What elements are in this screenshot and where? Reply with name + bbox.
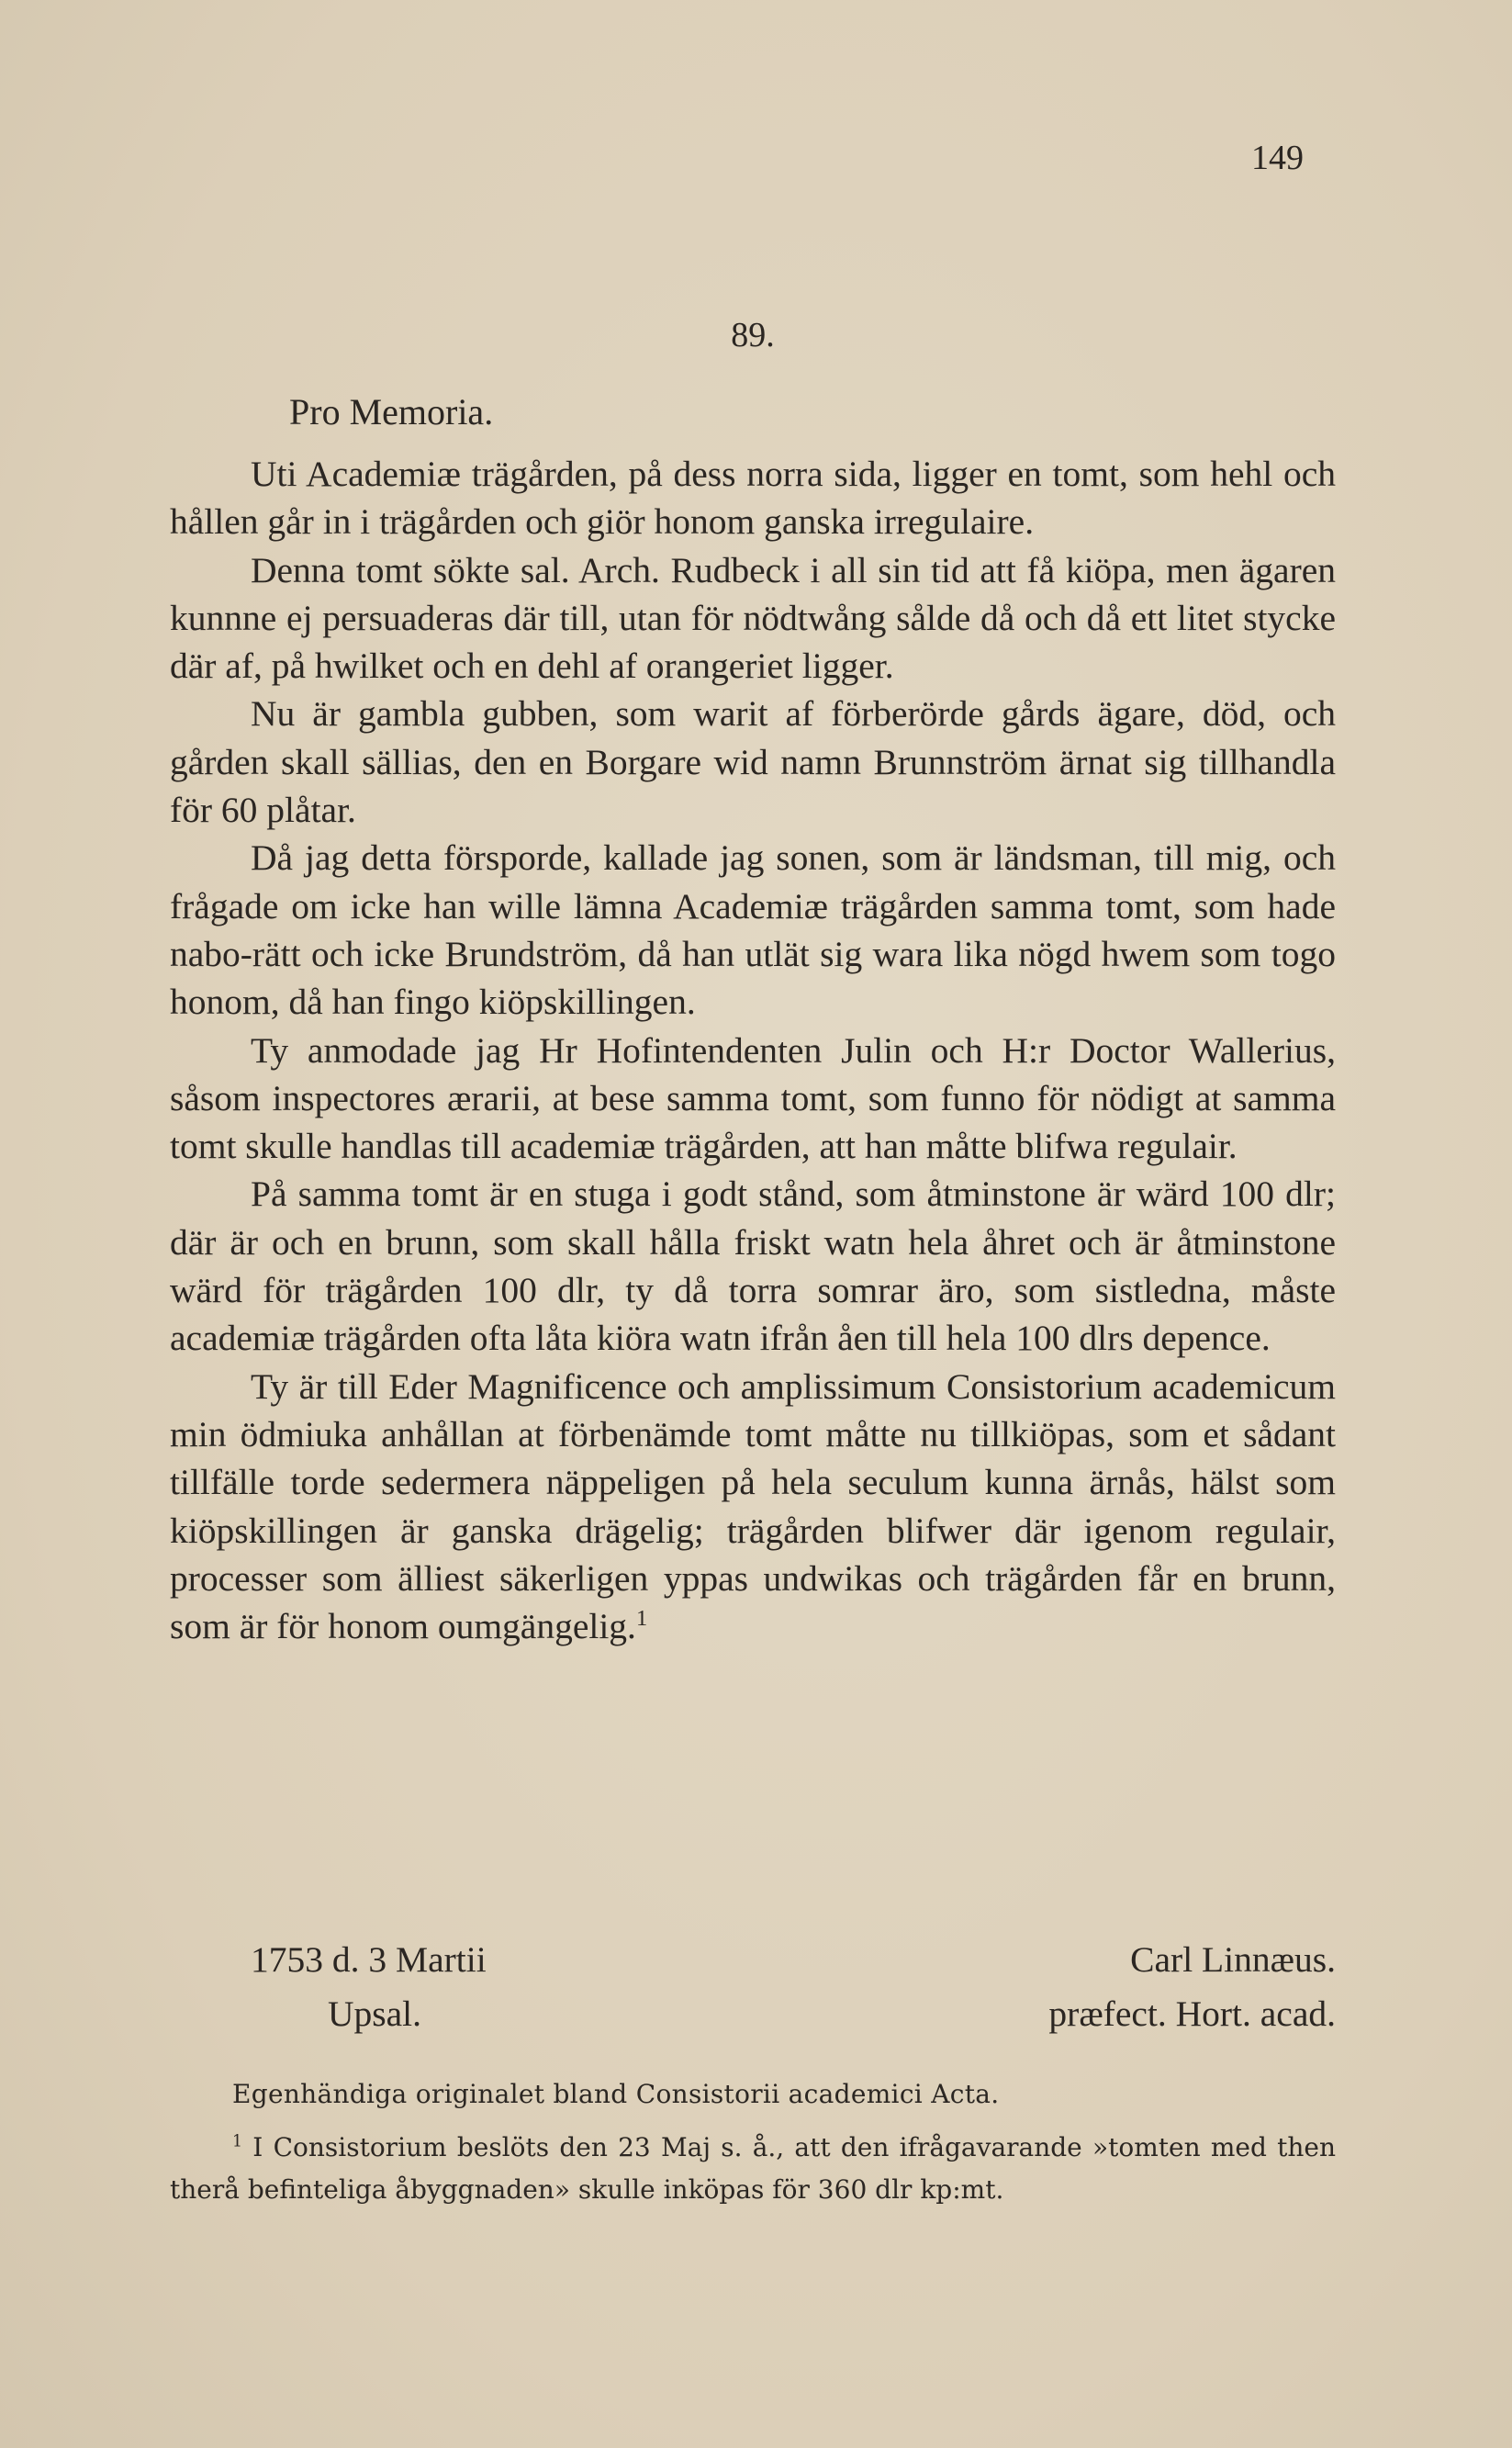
source-note: Egenhändiga originalet bland Consistorii academici Acta. [232,2079,1000,2109]
footnote-reference: 1 [635,1605,648,1631]
paragraph-6: På samma tomt är en stuga i godt stånd, som åtminstone är wärd 100 dlr; där är och en brunn, som skall hålla friskt watn hela åhret och är åtminstone wärd för trägården 100 dlr, ty då torra somrar äro, som sistledna, måste academiæ trägården ofta låta kiöra watn ifrån åen till hela 100 dlrs depence. [170,1173,1336,1359]
letter-place: Upsal. [328,1993,422,2034]
paragraph-5: Ty anmodade jag Hr Hofintendenten Julin och H:r Doctor Wallerius, såsom inspectores ærarii, at bese samma tomt, som funno för nödigt at samma tomt skulle handlas till academiæ trägården, att han måtte blifwa regulair. [170,1029,1336,1167]
letter-body [170,450,1336,1650]
document-heading: Pro Memoria. [289,391,494,432]
page-number: 149 [1251,139,1304,177]
paragraph-1: Uti Academiæ trägården, på dess norra sida, ligger en tomt, som hehl och hållen går in i trägården och giör honom ganska irregulaire. [170,454,1336,543]
paragraph-3: Nu är gambla gubben, som warit af förberörde gårds ägare, död, och gården skall sällias, den en Borgare wid namn Brunnström ärnat sig tillhandla för 60 plåtar. [170,693,1336,831]
closing-line-2 [170,1993,1336,2040]
paragraph-2: Denna tomt sökte sal. Arch. Rudbeck i all sin tid att få kiöpa, men ägaren kunnne ej persuaderas där till, utan för nödtwång sålde då och då ett litet stycke där af, på hwilket och en dehl af orangeriet ligger. [170,549,1336,687]
footnote-text: I Consistorium beslöts den 23 Maj s. å., att den ifrågavarande »tomten med then therå befinteliga åbyggnaden» skulle inköpas för 360 dlr kp:mt. [170,2132,1336,2205]
closing-line-1 [170,1938,1336,1986]
paragraph-4: Då jag detta försporde, kallade jag sonen, som är ländsman, till mig, och frågade om icke han wille lämna Academiæ trägården samma tomt, som hade nabo-rätt och icke Brundström, då han utlät sig wara lika nögd hwem som togo honom, då han fingo kiöpskillingen. [170,837,1336,1023]
signature-name: Carl Linnæus. [1130,1939,1336,1980]
letter-date: 1753 d. 3 Martii [251,1939,487,1980]
section-number: 89. [731,316,775,354]
paragraph-7-text: Ty är till Eder Magnificence och amplissimum Consistorium academicum min ödmiuka anhållan at förbenämde tomt måtte nu tillkiöpas, som et sådant tillfälle torde sedermera näppeligen på hela seculum kunna ärnås, hälst som kiöpskillingen är ganska drägelig; trägården blifwer där igenom regulair, processer som älliest säkerligen yppas undwikas och trägården får en brunn, som är för honom oumgängelig. [170,1365,1336,1647]
footnote [170,2127,1336,2211]
footnote-marker: 1 [232,2132,243,2151]
signature-title: præfect. Hort. acad. [1048,1993,1336,2034]
paragraph-7 [170,1363,1336,1651]
